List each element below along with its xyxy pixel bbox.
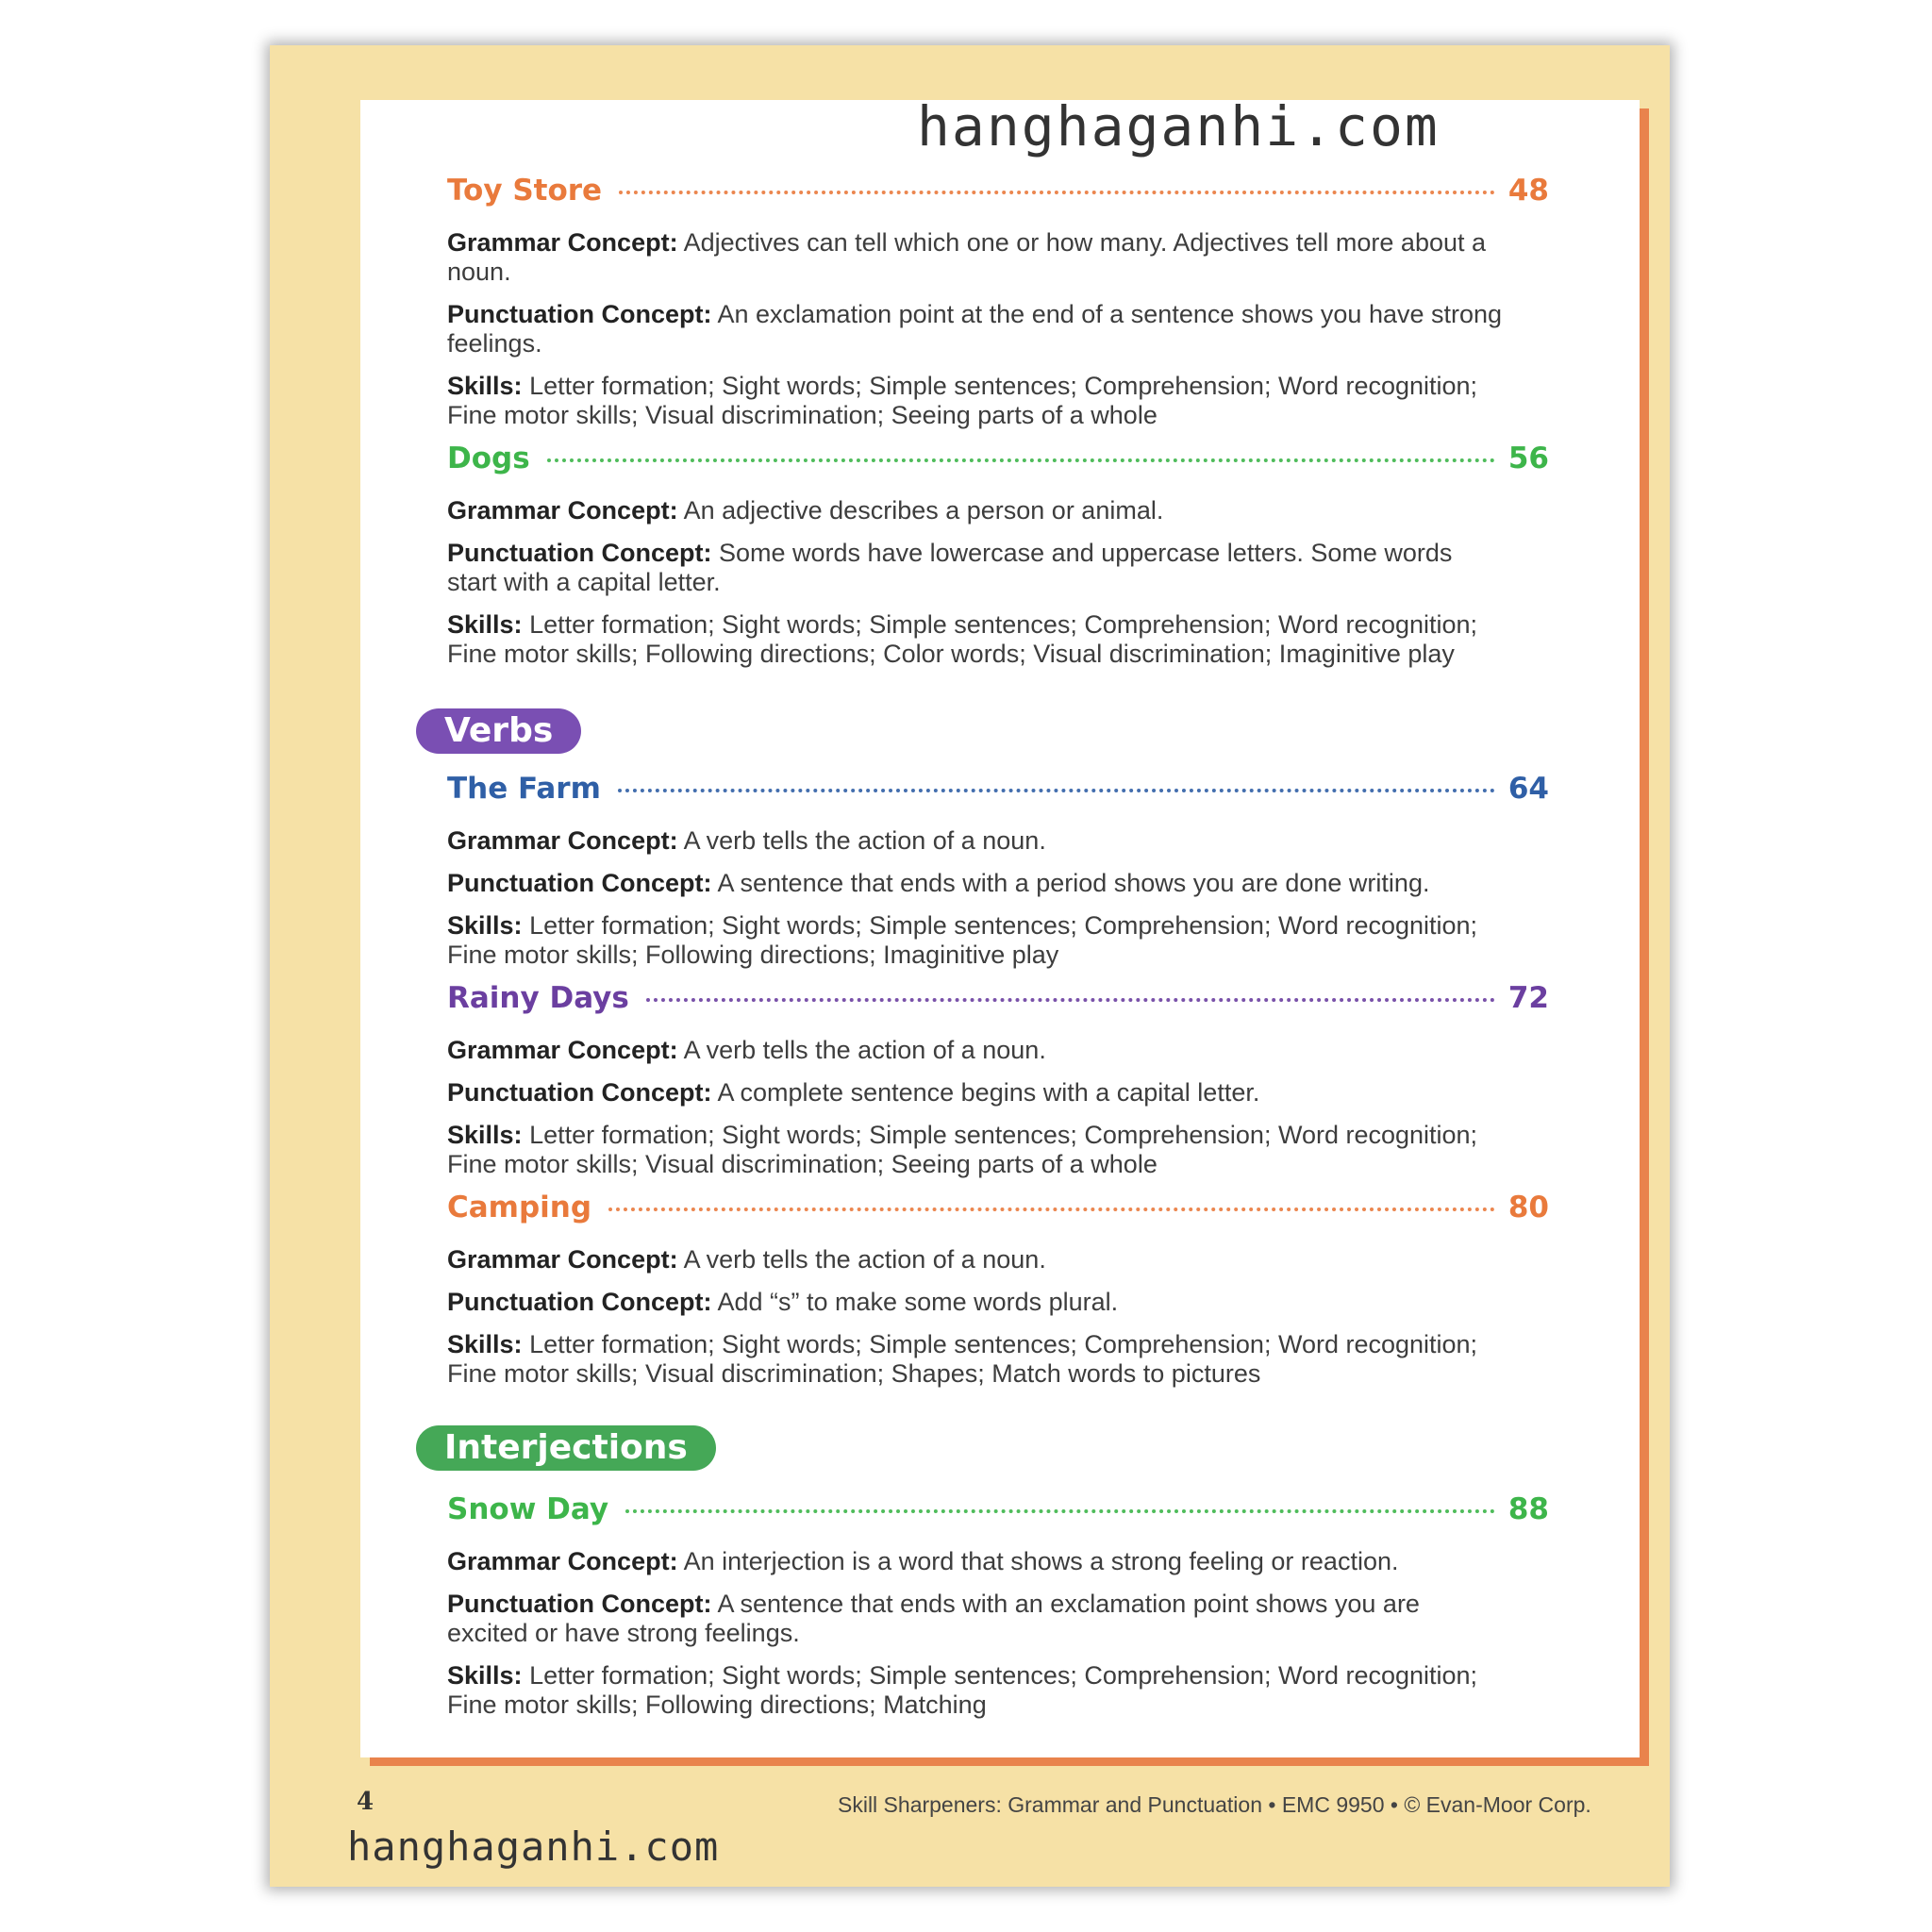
watermark-top: hanghaganhi.com: [917, 94, 1440, 158]
punctuation-text: A complete sentence begins with a capital letter.: [717, 1078, 1260, 1107]
punctuation-label: Punctuation Concept:: [447, 1288, 712, 1316]
grammar-label: Grammar Concept:: [447, 1036, 678, 1064]
punctuation-label: Punctuation Concept:: [447, 539, 712, 567]
punctuation-concept: [447, 1590, 1504, 1648]
punctuation-label: Punctuation Concept:: [447, 1590, 712, 1618]
grammar-concept: [447, 1036, 1504, 1065]
grammar-label: Grammar Concept:: [447, 496, 678, 525]
skills-label: Skills:: [447, 610, 523, 639]
entry-title[interactable]: Rainy Days: [447, 981, 629, 1015]
dot-leader: [608, 1208, 1495, 1211]
grammar-label: Grammar Concept:: [447, 228, 678, 257]
punctuation-text: Add “s” to make some words plural.: [717, 1288, 1119, 1316]
punctuation-concept: [447, 300, 1504, 358]
grammar-text: A verb tells the action of a noun.: [683, 1245, 1046, 1274]
skills-label: Skills:: [447, 1121, 523, 1149]
grammar-text: Adjectives can tell which one or how many. Adjectives tell more about a noun.: [447, 228, 1487, 286]
skills-label: Skills:: [447, 1661, 523, 1690]
dot-leader: [646, 998, 1495, 1002]
skills-text: Letter formation; Sight words; Simple sentences; Comprehension; Word recognition; Fine motor skills; Visual discrimination; Seeing parts of a whole: [447, 372, 1478, 429]
entry-page-number: 64: [1507, 772, 1549, 806]
skills-text: Letter formation; Sight words; Simple sentences; Comprehension; Word recognition; Fine motor skills; Visual discrimination; Seeing parts of a whole: [447, 1121, 1478, 1178]
grammar-text: An adjective describes a person or animal.: [683, 496, 1164, 525]
punctuation-label: Punctuation Concept:: [447, 869, 712, 897]
watermark-bottom: hanghaganhi.com: [347, 1824, 720, 1870]
entry-page-number: 72: [1507, 981, 1549, 1015]
skills: [447, 610, 1504, 669]
skills: [447, 1661, 1504, 1720]
grammar-label: Grammar Concept:: [447, 1547, 678, 1575]
toc-entry-dogs: [447, 441, 1551, 669]
toc-entry-the-farm: [447, 772, 1551, 970]
skills-label: Skills:: [447, 911, 523, 940]
skills: [447, 911, 1504, 970]
punctuation-concept: [447, 1288, 1504, 1317]
skills-text: Letter formation; Sight words; Simple sentences; Comprehension; Word recognition; Fine motor skills; Following directions; Color words; Visual discrimination; Imaginitive play: [447, 610, 1478, 668]
skills-text: Letter formation; Sight words; Simple sentences; Comprehension; Word recognition; Fine motor skills; Following directions; Matching: [447, 1661, 1478, 1719]
entry-title[interactable]: Toy Store: [447, 174, 603, 208]
grammar-text: A verb tells the action of a noun.: [683, 826, 1046, 855]
grammar-text: An interjection is a word that shows a strong feeling or reaction.: [683, 1547, 1399, 1575]
grammar-concept: [447, 826, 1504, 856]
entry-title-row[interactable]: [447, 174, 1549, 215]
grammar-concept: [447, 228, 1504, 287]
entry-title-row[interactable]: [447, 772, 1549, 813]
toc-entry-rainy-days: [447, 981, 1551, 1179]
punctuation-concept: [447, 869, 1504, 898]
section-heading-verbs: Verbs: [416, 708, 581, 754]
entry-title[interactable]: Camping: [447, 1191, 592, 1224]
grammar-label: Grammar Concept:: [447, 1245, 678, 1274]
footer-credit: Skill Sharpeners: Grammar and Punctuation • EMC 9950 • © Evan-Moor Corp.: [838, 1792, 1591, 1817]
toc-entry-toy-store: [447, 174, 1551, 430]
dot-leader: [619, 191, 1495, 194]
dot-leader: [625, 1509, 1495, 1513]
skills-label: Skills:: [447, 1330, 523, 1358]
entry-title-row[interactable]: [447, 441, 1549, 483]
punctuation-concept: [447, 539, 1504, 597]
dot-leader: [618, 789, 1495, 792]
entry-title-row[interactable]: [447, 1492, 1549, 1534]
skills: [447, 372, 1504, 430]
punctuation-text: Some words have lowercase and uppercase letters. Some words start with a capital letter.: [447, 539, 1453, 596]
skills: [447, 1121, 1504, 1179]
toc-entry-camping: [447, 1191, 1551, 1389]
section-heading-interjections: Interjections: [416, 1425, 716, 1471]
page-number: 4: [357, 1788, 375, 1816]
entry-page-number: 48: [1507, 174, 1549, 208]
grammar-concept: [447, 1547, 1504, 1576]
punctuation-text: A sentence that ends with an exclamation point shows you are excited or have strong feelings.: [447, 1590, 1420, 1647]
grammar-concept: [447, 1245, 1504, 1274]
punctuation-label: Punctuation Concept:: [447, 1078, 712, 1107]
punctuation-text: An exclamation point at the end of a sentence shows you have strong feelings.: [447, 300, 1503, 358]
skills-label: Skills:: [447, 372, 523, 400]
entry-title-row[interactable]: [447, 1191, 1549, 1232]
dot-leader: [547, 458, 1495, 462]
entry-title-row[interactable]: [447, 981, 1549, 1023]
toc-entry-snow-day: [447, 1492, 1551, 1720]
skills: [447, 1330, 1504, 1389]
punctuation-label: Punctuation Concept:: [447, 300, 712, 328]
entry-title[interactable]: Dogs: [447, 441, 530, 475]
grammar-text: A verb tells the action of a noun.: [683, 1036, 1046, 1064]
entry-title[interactable]: Snow Day: [447, 1492, 609, 1526]
punctuation-concept: [447, 1078, 1504, 1108]
entry-page-number: 56: [1507, 441, 1549, 475]
entry-page-number: 80: [1507, 1191, 1549, 1224]
punctuation-text: A sentence that ends with a period shows you are done writing.: [717, 869, 1430, 897]
skills-text: Letter formation; Sight words; Simple sentences; Comprehension; Word recognition; Fine motor skills; Visual discrimination; Shapes; Match words to pictures: [447, 1330, 1478, 1388]
skills-text: Letter formation; Sight words; Simple sentences; Comprehension; Word recognition; Fine motor skills; Following directions; Imaginitive play: [447, 911, 1478, 969]
grammar-label: Grammar Concept:: [447, 826, 678, 855]
entry-title[interactable]: The Farm: [447, 772, 601, 806]
entry-page-number: 88: [1507, 1492, 1549, 1526]
grammar-concept: [447, 496, 1504, 525]
